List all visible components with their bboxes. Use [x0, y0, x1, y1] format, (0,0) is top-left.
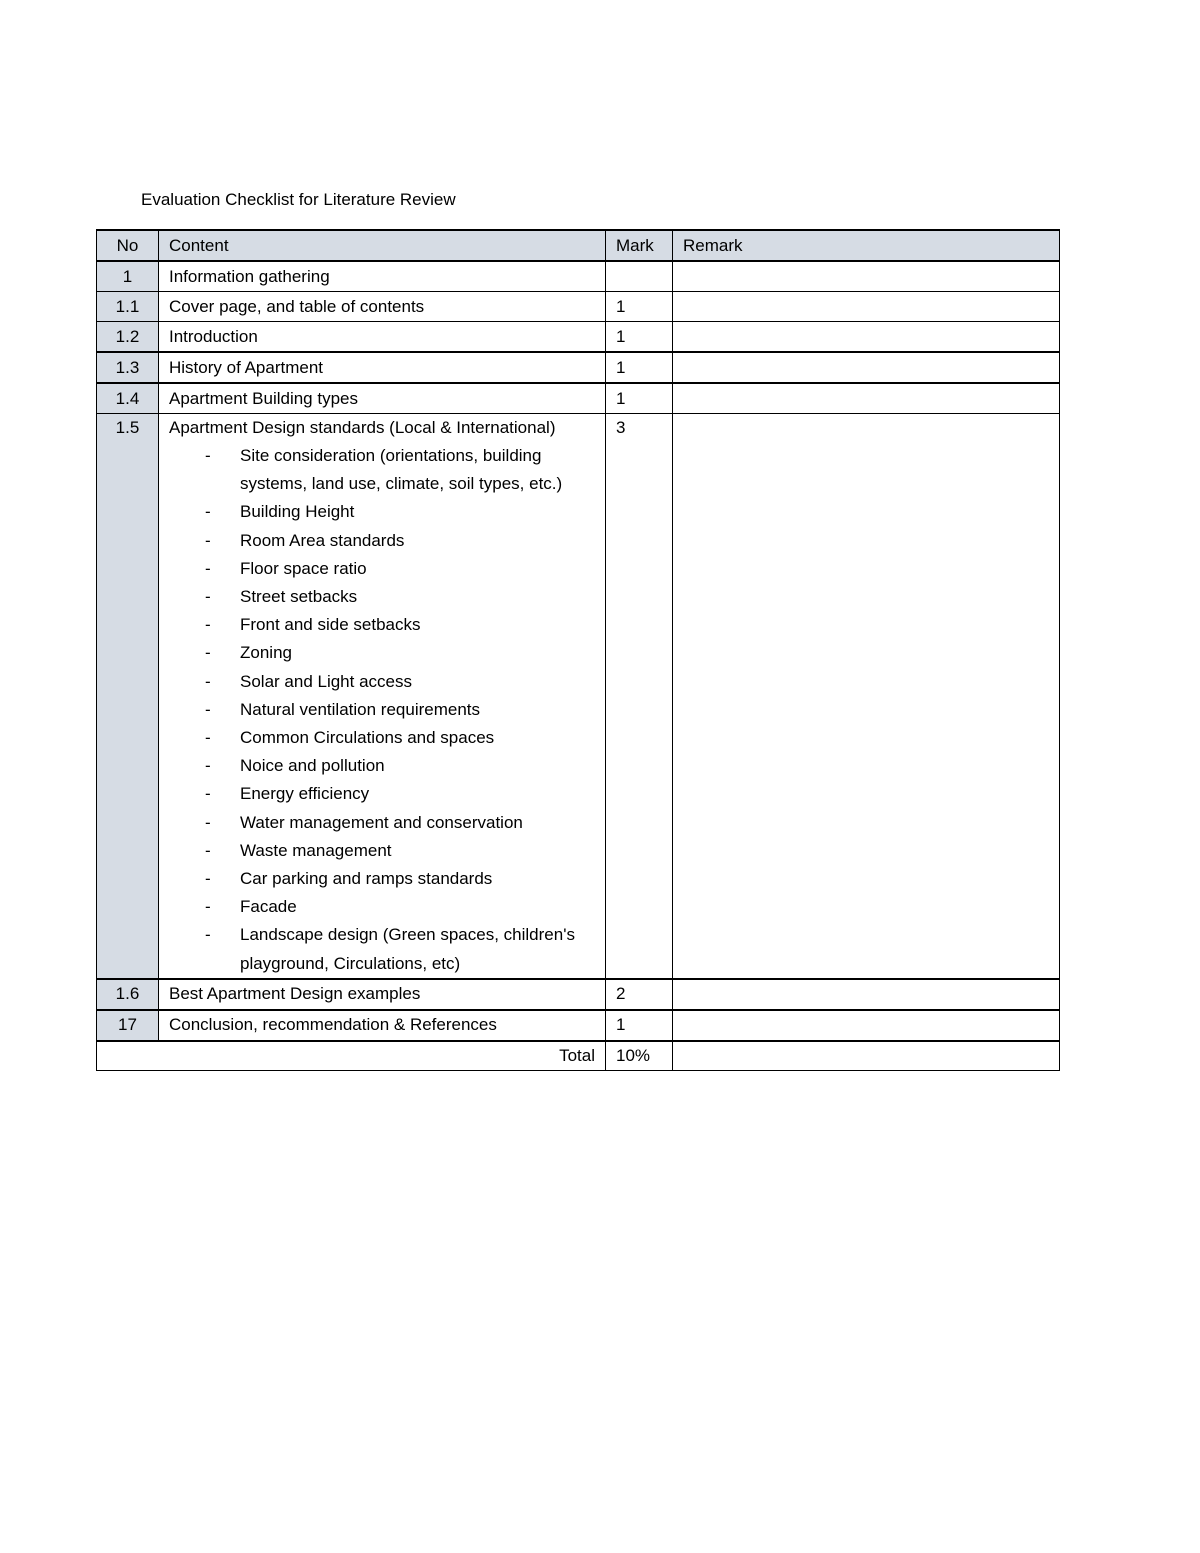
bullet-dash: -	[205, 587, 211, 607]
row-remark	[673, 414, 1060, 979]
list-item-text: Landscape design (Green spaces, children's playground, Circulations, etc)	[240, 925, 575, 973]
list-item-text: Natural ventilation requirements	[240, 699, 481, 719]
row-number: 1.4	[97, 383, 159, 414]
list-item	[169, 696, 595, 724]
list-item-text: Waste management	[240, 840, 392, 860]
table-row	[97, 292, 1060, 322]
bullet-dash: -	[205, 671, 211, 691]
row-remark	[673, 979, 1060, 1010]
total-label: Total	[97, 1041, 606, 1071]
list-item-text: Site consideration (orientations, building systems, land use, climate, soil types, etc.)	[240, 446, 563, 494]
list-item	[169, 809, 595, 837]
row-remark	[673, 383, 1060, 414]
row-remark	[673, 352, 1060, 383]
bullet-dash: -	[205, 869, 211, 889]
row-mark: 1	[606, 322, 673, 353]
header-content: Content	[159, 230, 606, 261]
list-item	[169, 724, 595, 752]
row-content: Apartment Building types	[159, 383, 606, 414]
row-number: 17	[97, 1010, 159, 1041]
list-item	[169, 780, 595, 808]
row-mark: 1	[606, 352, 673, 383]
row-mark: 3	[606, 414, 673, 979]
list-item-text: Front and side setbacks	[240, 615, 421, 635]
list-item	[169, 442, 595, 498]
list-item-text: Solar and Light access	[240, 671, 412, 691]
row-content: Apartment Design standards (Local & International)	[169, 418, 556, 437]
list-item	[169, 921, 595, 977]
list-item-text: Common Circulations and spaces	[240, 728, 495, 748]
bullet-dash: -	[205, 615, 211, 635]
list-item-text: Noice and pollution	[240, 756, 385, 776]
row-number: 1.1	[97, 292, 159, 322]
list-item-text: Zoning	[240, 643, 292, 663]
row-content: History of Apartment	[159, 352, 606, 383]
row-mark: 1	[606, 292, 673, 322]
row-content-multi	[159, 414, 606, 979]
bullet-dash: -	[205, 840, 211, 860]
total-remark	[673, 1041, 1060, 1071]
row-number: 1	[97, 261, 159, 292]
table-row	[97, 414, 1060, 979]
list-item	[169, 639, 595, 667]
row-number: 1.5	[97, 414, 159, 979]
row-remark	[673, 261, 1060, 292]
row-number: 1.3	[97, 352, 159, 383]
table-row	[97, 979, 1060, 1010]
table-row	[97, 261, 1060, 292]
list-item	[169, 527, 595, 555]
row-content: Best Apartment Design examples	[159, 979, 606, 1010]
row-content: Conclusion, recommendation & References	[159, 1010, 606, 1041]
bullet-dash: -	[205, 756, 211, 776]
table-row	[97, 1010, 1060, 1041]
row-mark	[606, 261, 673, 292]
row-remark	[673, 322, 1060, 353]
list-item-text: Energy efficiency	[240, 784, 370, 804]
table-row	[97, 352, 1060, 383]
total-row	[97, 1041, 1060, 1071]
bullet-dash: -	[205, 728, 211, 748]
list-item	[169, 498, 595, 526]
bullet-dash: -	[205, 643, 211, 663]
list-item	[169, 611, 595, 639]
header-no: No	[97, 230, 159, 261]
total-mark: 10%	[606, 1041, 673, 1071]
bullet-dash: -	[205, 812, 211, 832]
row-content: Information gathering	[159, 261, 606, 292]
bullet-dash: -	[205, 897, 211, 917]
row-content: Introduction	[159, 322, 606, 353]
list-item-text: Building Height	[240, 502, 355, 522]
bullet-dash: -	[205, 530, 211, 550]
list-item	[169, 668, 595, 696]
header-mark: Mark	[606, 230, 673, 261]
table-row	[97, 383, 1060, 414]
row-number: 1.2	[97, 322, 159, 353]
list-item	[169, 555, 595, 583]
bullet-dash: -	[205, 784, 211, 804]
row-number: 1.6	[97, 979, 159, 1010]
list-item-text: Floor space ratio	[240, 558, 367, 578]
list-item	[169, 865, 595, 893]
row-content: Cover page, and table of contents	[159, 292, 606, 322]
list-item	[169, 583, 595, 611]
bullet-dash: -	[205, 699, 211, 719]
row-remark	[673, 1010, 1060, 1041]
header-remark: Remark	[673, 230, 1060, 261]
document-title: Evaluation Checklist for Literature Review	[141, 190, 456, 209]
table-header-row	[97, 230, 1060, 261]
list-item-text: Facade	[240, 897, 297, 917]
list-item-text: Street setbacks	[240, 587, 358, 607]
table-row	[97, 322, 1060, 353]
list-item	[169, 837, 595, 865]
list-item-text: Car parking and ramps standards	[240, 869, 493, 889]
list-item	[169, 752, 595, 780]
row-mark: 1	[606, 1010, 673, 1041]
row-mark: 2	[606, 979, 673, 1010]
list-item-text: Room Area standards	[240, 530, 405, 550]
bullet-dash: -	[205, 925, 211, 945]
row-mark: 1	[606, 383, 673, 414]
bullet-dash: -	[205, 558, 211, 578]
bullet-dash: -	[205, 446, 211, 465]
evaluation-checklist-table	[96, 229, 1060, 1071]
row-remark	[673, 292, 1060, 322]
subitem-list	[169, 442, 595, 978]
bullet-dash: -	[205, 502, 211, 522]
list-item	[169, 893, 595, 921]
list-item-text: Water management and conservation	[240, 812, 523, 832]
